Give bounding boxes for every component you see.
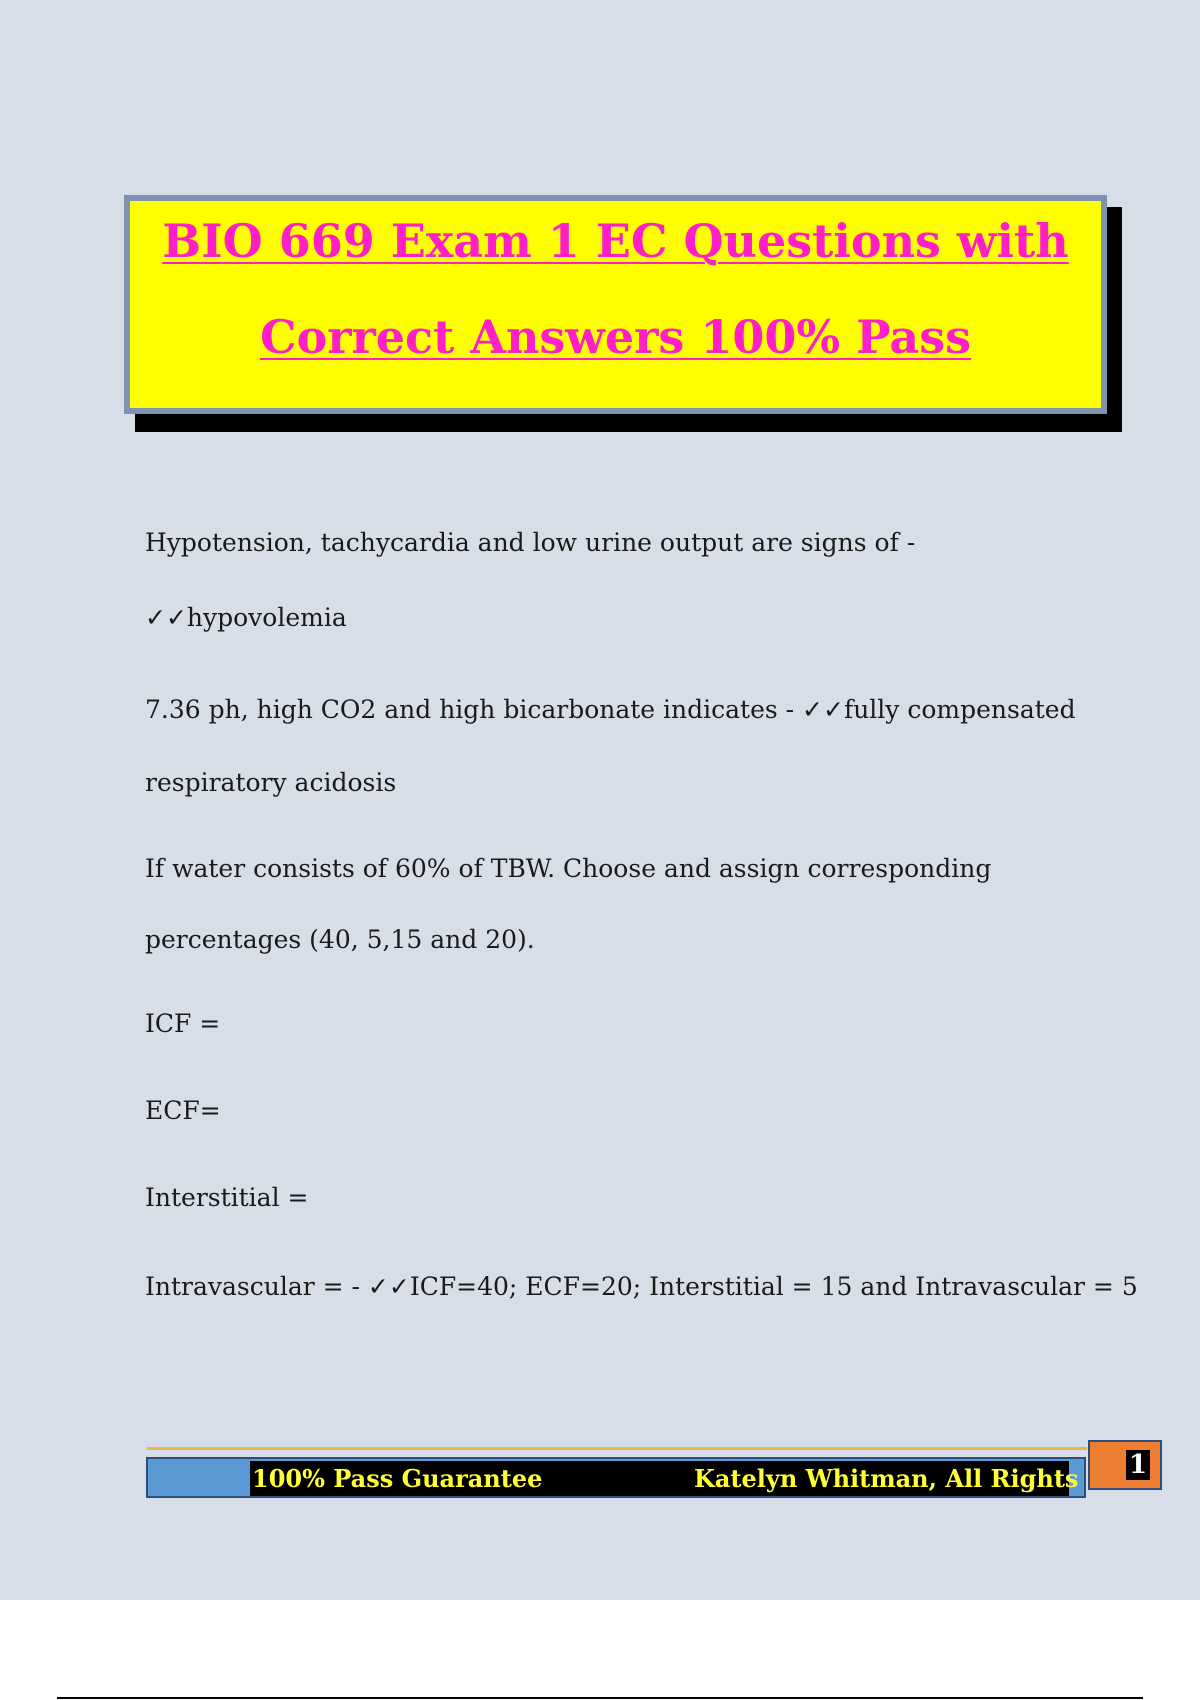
icf-line: ICF = <box>145 1009 221 1038</box>
title-box <box>124 195 1107 414</box>
question-2-continued-text: respiratory acidosis <box>145 768 397 797</box>
title-line-2: Correct Answers 100% Pass <box>259 310 972 364</box>
title-line-1: BIO 669 Exam 1 EC Questions with <box>162 214 1069 268</box>
footer-rule <box>147 1447 1087 1450</box>
answer-1-text: ✓✓hypovolemia <box>145 603 347 632</box>
question-3-continued-text: percentages (40, 5,15 and 20). <box>145 925 535 954</box>
intravascular-answer-line: Intravascular = - ✓✓ICF=40; ECF=20; Interstitial = 15 and Intravascular = 5 <box>145 1272 1138 1301</box>
page-number: 1 <box>1126 1450 1150 1480</box>
question-2-text: 7.36 ph, high CO2 and high bicarbonate indicates - ✓✓fully compensated <box>145 695 1076 724</box>
footer-copyright-text: Katelyn Whitman, All Rights <box>694 1464 1079 1493</box>
question-1-text: Hypotension, tachycardia and low urine output are signs of - <box>145 528 916 557</box>
footer-guarantee-text: 100% Pass Guarantee <box>252 1464 543 1493</box>
page-number-box <box>1088 1440 1162 1490</box>
ecf-line: ECF= <box>145 1096 221 1125</box>
interstitial-line: Interstitial = <box>145 1183 309 1212</box>
question-3-text: If water consists of 60% of TBW. Choose and assign corresponding <box>145 854 992 883</box>
bottom-rule <box>57 1697 1143 1699</box>
